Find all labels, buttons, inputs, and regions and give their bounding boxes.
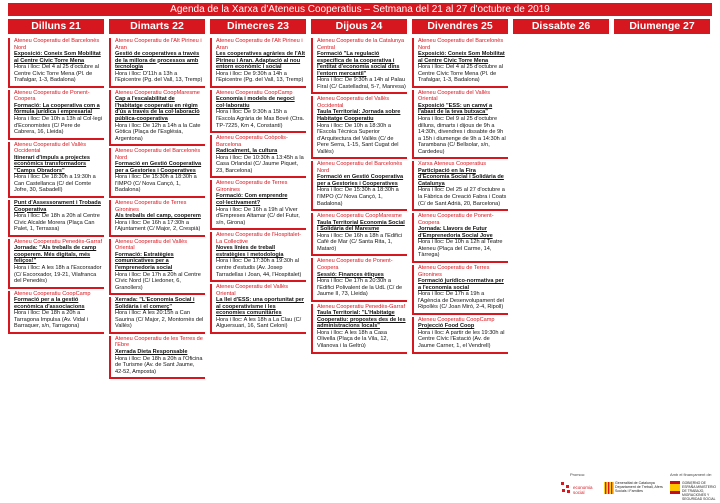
footer-logos (560, 472, 720, 502)
event-organizer: Ateneu Cooperatiu del Barcelonès Nord (115, 148, 201, 161)
day-header-saturday: Dissabte 26 (513, 19, 609, 34)
event-card[interactable] (8, 291, 104, 334)
event-card[interactable] (311, 161, 407, 211)
event-card[interactable] (412, 317, 508, 354)
day-column-monday (8, 38, 104, 336)
day-column-friday (412, 38, 508, 356)
event-card[interactable] (412, 213, 508, 263)
event-details: Hora i lloc: De 18h a 20h a l'Oficina de Turisme (Av. de Sant Jaume, 42-52, Amposta) (115, 355, 203, 375)
event-card[interactable] (210, 180, 306, 230)
event-title: Exposició "ESS: un camví a l'abast de la teva butxaca" (418, 102, 493, 116)
financament-label: Amb el finançament de: (670, 472, 713, 477)
day-header-friday: Divendres 25 (412, 19, 508, 34)
event-title: Projecció Food Coop (418, 323, 475, 330)
generalitat-logo-icon (604, 482, 614, 494)
event-card[interactable] (109, 38, 205, 88)
logo-generalitat: Generalitat de Catalunya Departament de Treball, Afers Socials i Famílies (615, 481, 663, 493)
event-card[interactable] (412, 38, 508, 88)
event-card[interactable] (109, 148, 205, 198)
event-card[interactable] (412, 90, 508, 159)
event-organizer: Ateneu Cooperatiu de Terres Gironines (115, 200, 187, 213)
event-details: Hora i lloc: Del 4 al 25 d'octubre al Centre Cívic Torre Mena (Pl. de Trafalgar, 1-3, Badalona) (14, 64, 100, 84)
event-title: Formació "La regulació específica de la cooperativa i l'entitat d'economia social dins l'entorn mercantil" (317, 51, 400, 77)
event-details: Hora i lloc: De 16h a 18h a l'Edifici Cafè de Mar (C/ Santa Rita, 1, Mataró) (317, 232, 403, 252)
event-card[interactable] (412, 161, 508, 211)
event-organizer: Ateneu Cooperatiu de l'Hospitalet- La Collective (216, 232, 302, 245)
event-organizer: Ateneu Cooperatiu del Vallès Occidental (14, 141, 87, 155)
event-card[interactable] (109, 336, 205, 379)
event-details: Hora i lloc: De 17h a 19h a l'Agència de Desenvolupament del Ripollès (C/ Joan Miró, 2-4, Ripoll) (418, 291, 504, 311)
event-organizer: Ateneu Cooperatiu de Ponent-Coopera (418, 213, 494, 226)
event-organizer: Ateneu Cooperatiu Penedès-Garraf (317, 303, 406, 310)
event-organizer: Ateneu Cooperatiu Coòpolis-Barcelona (216, 135, 288, 148)
event-title: Gestió de cooperatives a través de la millora de processos amb tecnologia (115, 51, 200, 71)
event-organizer: Ateneu Cooperatiu CoopCamp (216, 89, 293, 96)
event-organizer: Ateneu Cooperatiu del Barcelonès Nord (418, 38, 504, 51)
day-column-tuesday (109, 38, 205, 381)
event-details: Hora i lloc: De 17:30h a 19:30h al centre d'estudis (Av. Josep Tarradellas i Joan, 44, l'Hospitalet) (216, 258, 302, 278)
event-card[interactable] (311, 38, 407, 94)
event-card[interactable] (311, 213, 407, 256)
event-card[interactable] (210, 135, 306, 178)
event-title: Taula Territorial Economia Social i Solidària del Maresme (317, 219, 405, 233)
event-details: Hora i lloc: A les 20:15h a Can Saurina (C/ Major, 2, Montornès del Vallès) (115, 310, 204, 330)
event-title: Formació: Estratègies comunicatives per a l'emprenedoria social (115, 251, 174, 271)
event-card[interactable] (8, 90, 104, 140)
event-details: Hora i lloc: A les 18h a La Clau (C/ Alguersuari, 16, Sant Celoni) (216, 316, 302, 330)
event-organizer: Ateneu Cooperatiu del Barcelonès Nord (317, 161, 403, 174)
event-details: Hora i lloc: Del 9 al 25 d'octubre dilluns, dimarts i dijous de 9h a 14:30h, divendres i dissabte de 9h a 15h i diumenge de 9h a 14:30h al Tarambana (C/ Bellsolar, s/n, Cardedeu) (418, 116, 506, 155)
event-title: Radicalment, la cultura (216, 148, 278, 155)
event-title: Exposició: Coneix Som Mobilitat al Centre Cívic Torre Mena (14, 51, 101, 64)
event-organizer: Ateneu Cooperatiu del Vallès Occidental (317, 96, 390, 109)
event-details: Hora i lloc: D'11h a 13h a l'Epicentre (Pg. del Vall, 13, Tremp) (115, 70, 203, 84)
event-card[interactable] (311, 258, 407, 301)
day-column-wednesday (210, 38, 306, 336)
event-organizer: Ateneu Cooperatiu de l'Alt Pirineu i Aran (115, 38, 202, 51)
event-title: Cap a l'escalabilitat de l'habitatge cooperatiu en règim d'ús a través de la col·laboració pública-cooperativa (115, 96, 200, 123)
event-title: Formació: La cooperativa com a fórmula jurídica i empresarial (14, 102, 100, 116)
event-title: Economia i models de negoci col·laboratiu (216, 96, 295, 109)
event-card[interactable] (412, 265, 508, 315)
event-title: Noves línies de treball estratègies i metodologia (216, 245, 284, 258)
event-details: Hora i lloc: De 17h a 20h al Centre Cívic Nord (C/ Liedoner, 6, Granollers) (115, 271, 201, 291)
spain-government-logo-icon (670, 481, 680, 494)
event-details: Hora i lloc: De 10h a 13h al Col·legi d'Economistes (C/ Pere de Cabrera, 16, Lleida) (14, 116, 102, 136)
event-title: Taula Territorial: "L'Habitatge Cooperatiu: propostes des de les administracions locals" (317, 310, 406, 330)
event-organizer: Ateneu Cooperatiu de Ponent-Coopera (14, 89, 90, 103)
event-details: Hora i lloc: A partir de les 19:30h al Centre Cívic l'Estació (Av. de Jaume Carner, 1, el Vendrell) (418, 329, 505, 349)
event-title: Formació en Gestió Cooperativa per a Gestories i Cooperatives (317, 174, 404, 187)
event-card[interactable] (109, 200, 205, 237)
event-organizer: Ateneu Cooperatiu CoopCamp (418, 316, 495, 323)
agenda-title: Agenda de la Xarxa d'Ateneus Cooperatius – Setmana del 21 al 27 d'octubre de 2019 (8, 3, 712, 16)
day-header-sunday: Diumenge 27 (614, 19, 710, 34)
event-card[interactable] (210, 90, 306, 133)
event-card[interactable] (311, 304, 407, 354)
event-organizer: Xarxa Ateneus Cooperatius (418, 161, 487, 168)
event-organizer: Ateneu Cooperatiu del Vallès Oriental (216, 284, 289, 297)
event-title: La llei d'ESS: una oportunitat per al cooperativisme i les economies comunitàries (216, 297, 305, 317)
event-card[interactable] (8, 200, 104, 237)
event-organizer: Ateneu Cooperatiu de les Terres de l'Ebre (115, 335, 203, 349)
event-details: Hora i lloc: De 12h a 14h a la Cate Gòtica (Plaça de l'Església, Argentona) (115, 122, 201, 142)
event-details: Hora i lloc: De 9:30h a 14h a l'Epicentre (Pg. del Vall, 13, Tremp) (216, 70, 304, 84)
event-title: Jornada: Llavors de Futur d'Emprenedoria Social Jove (418, 226, 493, 239)
event-details: Hora i lloc: De 10:30h a 13:45h a la Casa Orlandai (C/ Jaume Piquet, 23, Barcelona) (216, 154, 304, 174)
event-card[interactable] (210, 38, 306, 88)
event-details: Hora i lloc: Del 4 al 25 d'octubre al Centre Cívic Torre Mena (Pl. de Trafalgar, 1-3, Badalona) (418, 64, 504, 84)
event-organizer: Ateneu Cooperatiu CoopCamp (14, 290, 91, 297)
event-details: Hora i lloc: A les 18h a l'Escorxador (C/ Escorxador, 19-21, Vilafranca del Penedès) (14, 264, 102, 285)
event-title: Exposició: Coneix Som Mobilitat al Centre Cívic Torre Mena (418, 51, 505, 64)
event-organizer: Ateneu Cooperatiu Penedès-Garraf (14, 238, 103, 245)
event-title: Xerrada: "L'Economia Social i Solidària i el comerç" (115, 297, 195, 310)
event-title: Xerrada Dieta Responsable (115, 348, 188, 355)
event-details: Hora i lloc: Del 25 al 27 d'octubre a la Fàbrica de Creació Fabra i Coats (C/ de Sant Adrià, 20, Barcelona) (418, 187, 507, 207)
event-details: Hora i lloc: De 10h a 12h al Teatre Ateneu (Plaça del Carme, 14, Tàrrega) (418, 239, 503, 259)
event-details: Hora i lloc: De 17h a 20:30h a l'Edifici Polivalent de la UdL (C/ de Jaume II, 73, Lleida) (317, 278, 403, 298)
day-header-thursday: Dijous 24 (311, 19, 407, 34)
event-card[interactable] (8, 239, 104, 289)
event-title: Itinerari d'impuls a projectes econòmics transformadors "Camps Obradors" (14, 154, 90, 174)
day-header-monday: Dilluns 21 (8, 19, 104, 34)
day-header-wednesday: Dimecres 23 (210, 19, 306, 34)
event-details: Hora i lloc: De 18:30h a 19:30h a Can Castellanca (C/ del Comte Jofre, 30, Sabadell) (14, 174, 96, 194)
event-title: Punt d'Assessorament i Trobada Cooperativa (14, 200, 101, 213)
event-card[interactable] (8, 142, 104, 198)
event-title: Sessió: Finances ètiques (317, 271, 384, 278)
event-organizer: Ateneu Cooperatiu de l'Alt Pirineu i Aran (216, 38, 303, 51)
event-card[interactable] (311, 96, 407, 159)
event-title: Participació en la Fira d'Economia Social i Solidària de Catalunya (418, 167, 504, 187)
event-details: Hora i lloc: De 15:30h a 18:30h a l'IMPO (C/ Nova Cançó, 1, Badalona) (317, 187, 399, 207)
event-details: Hora i lloc: De 15:30h a 18:30h a l'IMPO (C/ Nova Cançó, 1, Badalona) (115, 174, 197, 194)
event-organizer: Ateneu Cooperatiu del Vallès Oriental (418, 89, 491, 103)
event-title: Taula Territorial: Jornada sobre Habitatge Cooperatiu (317, 109, 401, 123)
event-title: Jornada: "Als treballs de camp cooperem. Més digitals, més feliços!" (14, 245, 97, 265)
event-title: Als treballs del camp, cooperem (115, 213, 201, 220)
event-organizer: Ateneu Cooperatiu del Vallès Oriental (115, 238, 188, 252)
event-organizer: Ateneu Cooperatiu CoopMaresme (115, 89, 200, 96)
event-details: Hora i lloc: De 16h a 19h al Viver d'Empreses Altamar (C/ del Futur, s/n, Girona) (216, 206, 300, 226)
event-title: Les cooperatives agràries de l'Alt Pirineu i Aran. Adaptació al nou entorn econòmic i social (216, 51, 306, 71)
event-card[interactable] (210, 284, 306, 334)
event-title: Formació per a la gestió econòmica d'associacions (14, 297, 85, 310)
event-details: Hora i lloc: De 10h a 18:30h a l'Escola Tècnica Superior d'Arquitectura del Vallès (C/ de Pere Serra, 1-15, Sant Cugat del Vallès) (317, 122, 399, 155)
event-details: Hora i lloc: De 9:30h a 15h a l'Escola Agrària de Mas Bové (Ctra. TP-7225, Km 4, Constantí) (216, 109, 305, 129)
economia-social-logo-icon (560, 481, 572, 495)
day-column-thursday (311, 38, 407, 356)
event-organizer: Ateneu Cooperatiu de Terres Gironines (418, 264, 490, 278)
day-header-tuesday: Dimarts 22 (109, 19, 205, 34)
event-details: Hora i lloc: De 18h a 20h al Centre Cívic Alcalde Morera (Plaça Can Palet, 1, Terrassa) (14, 213, 100, 233)
event-organizer: Ateneu Cooperatiu de Ponent-Coopera (317, 258, 393, 271)
event-organizer: Ateneu Cooperatiu de la Catalunya Central (317, 38, 405, 51)
event-card[interactable] (8, 38, 104, 88)
event-details: Hora i lloc: A les 18h a Casa Olivella (Plaça de la Vila, 12, Vilanova i la Geltrú) (317, 329, 389, 349)
event-card[interactable] (109, 239, 205, 295)
days-header-row (8, 19, 712, 34)
event-organizer: Ateneu Cooperatiu del Barcelonès Nord (14, 38, 100, 51)
event-card[interactable] (210, 232, 306, 282)
event-organizer: Ateneu Cooperatiu CoopMaresme (317, 213, 402, 220)
event-title: Formació jurídico-normativa per a l'economia social (418, 278, 504, 291)
logo-ministerio: GOBIERNO DE ESPAÑA MINISTERIO DE TRABAJO, MIGRACIONES Y SEGURIDAD SOCIAL (682, 481, 717, 501)
event-details: Hora i lloc: De 9:30h a 14h al Palau Firal (C/ Castelladral, 5-7, Manresa) (317, 77, 406, 90)
event-card[interactable] (109, 90, 205, 146)
event-title: Formació: Com emprendre col·lectivament? (216, 193, 288, 207)
event-details: Hora i lloc: De 16h a 17:30h a l'Ajuntament (C/ Major, 2, Crespià) (115, 219, 201, 233)
event-card[interactable] (109, 297, 205, 334)
event-details: Hora i lloc: De 18h a 20h a Tarragona Impulsa (Av. Vidal i Barraquer, s/n, Tarragona) (14, 310, 88, 330)
event-title: Formació en Gestió Cooperativa per a Gestories i Cooperatives (115, 161, 202, 174)
event-organizer: Ateneu Cooperatiu de Terres Gironines (216, 180, 288, 193)
promou-label: Promou: (570, 472, 586, 477)
logo-economia-social: economia social (573, 485, 593, 495)
